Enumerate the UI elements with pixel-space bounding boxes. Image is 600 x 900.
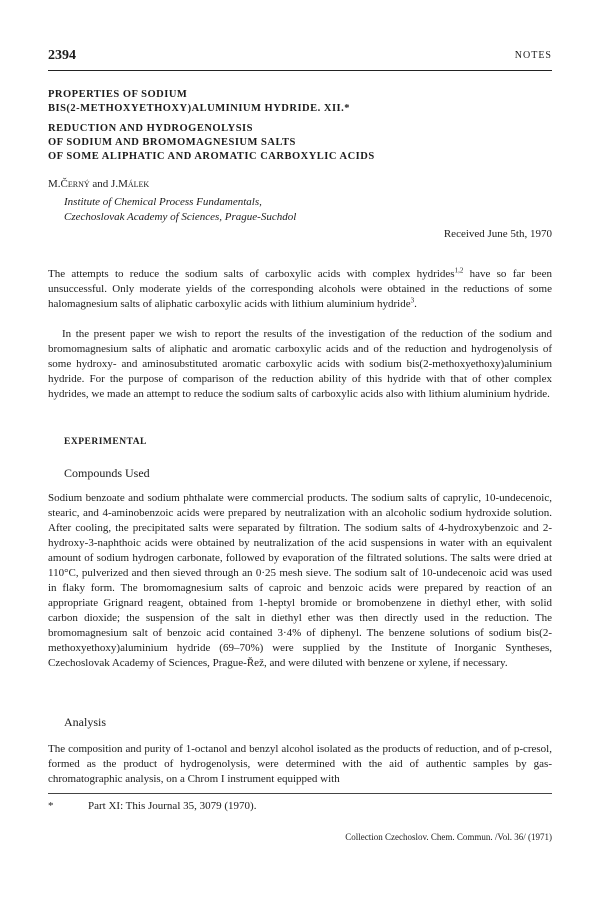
affiliation	[64, 195, 296, 225]
intro-paragraph-2: In the present paper we wish to report the results of the investigation of the reduction of the sodium and bromomagnesium salts of aliphatic and aromatic carboxylic acids and of the reduction and hydrogenolysis of some hydroxy- and aminosubstituted aromatic carboxylic acids with sodium bis(2-methoxyethoxy)aluminium hydride. For the purpose of comparison of the reduction ability of this hydride with that of other complex hydrides, we made an attempt to reduce the sodium salts of carboxylic acids also with lithium aluminium hydride.	[48, 328, 552, 400]
reference-mark-1-2: 1,2	[454, 266, 464, 275]
authors	[48, 178, 149, 190]
title-line-5: OF SOME ALIPHATIC AND AROMATIC CARBOXYLIC ACIDS	[48, 151, 375, 162]
reference-mark-3: 3	[410, 296, 415, 305]
journal-citation: Collection Czechoslov. Chem. Commun. /Vol. 36/ (1971)	[345, 832, 552, 842]
author-2-initial: J.	[111, 178, 119, 190]
title-line-3: REDUCTION AND HYDROGENOLYSIS	[48, 123, 253, 134]
footnote-text: Part XI: This Journal 35, 3079 (1970).	[88, 800, 257, 812]
footnote-rule	[48, 793, 552, 794]
intro-p1-text-c: .	[414, 298, 417, 310]
header-rule	[48, 70, 552, 71]
analysis-paragraph: The composition and purity of 1-octanol and benzyl alcohol isolated as the products of reduction, and of p-cresol, formed as the product of hydrogenolysis, were determined with the aid of authentic samples by gas-chromatographic analysis, on a Chrom I instrument equipped with	[48, 743, 552, 785]
footnote	[48, 800, 256, 812]
intro-p1-text-b: have so far been unsuccessful. Only moderate yields of the corresponding alcohols were obtained in the reductions of some halomagnesium salts of aliphatic carboxylic acids with lithium aluminium hydride	[48, 268, 552, 310]
author-2-name: Málek	[118, 178, 150, 190]
compounds-heading: Compounds Used	[64, 466, 150, 480]
page-header	[48, 48, 552, 68]
intro-p1-text-a: The attempts to reduce the sodium salts of carboxylic acids with complex hydrides	[48, 268, 455, 280]
page-number: 2394	[48, 48, 76, 63]
footnote-mark: *	[48, 800, 54, 812]
intro-paragraph-1	[48, 267, 552, 312]
title-line-1: PROPERTIES OF SODIUM	[48, 89, 188, 100]
title-line-2: BIS(2-METHOXYETHOXY)ALUMINIUM HYDRIDE. XII.*	[48, 103, 351, 114]
analysis-heading: Analysis	[64, 715, 106, 729]
running-head: NOTES	[514, 50, 552, 61]
experimental-heading: EXPERIMENTAL	[64, 437, 147, 447]
title-line-4: OF SODIUM AND BROMOMAGNESIUM SALTS	[48, 137, 296, 148]
author-1-initial: M.	[48, 178, 61, 190]
received-date: Received June 5th, 1970	[443, 228, 552, 240]
article-title	[48, 88, 552, 164]
affiliation-line-1: Institute of Chemical Process Fundamentals,	[64, 196, 262, 208]
author-conjunction: and	[89, 178, 112, 190]
compounds-paragraph: Sodium benzoate and sodium phthalate were commercial products. The sodium salts of caprylic, 10-undecenoic, stearic, and 4-aminobenzoic acids were prepared by neutralization with an alcoholic sodium hydroxide solution. After cooling, the precipitated salts were separated by filtration. The sodium salts of 4-hydroxybenzoic and 2-hydroxy-3-naphthoic acids were obtained by neutralization of the acid suspensions in water with an equivalent amount of sodium hydrogen carbonate, followed by evaporation of the filtrated solutions. The salts were dried at 110°C, pulverized and then sieved through an 0·25 mesh sieve. The sodium salt of 10-undecenoic acid was used in flaky form. The bromomagnesium salts of caproic and benzoic acids were prepared by reaction of an appropriate Grignard reagent, obtained from 1-heptyl bromide or bromobenzene in diethyl ether, with solid carbon dioxide; the suspension of the salt in diethyl ether was then directly used in the reduction. The bromomagnesium salt of benzoic acid contained 3·4% of diphenyl. The benzene solutions of sodium bis(2-methoxyethoxy)aluminium hydride (69–70%) were supplied by the Institute of Inorganic Syntheses, Czechoslovak Academy of Sciences, Prague-Řež, and were diluted with benzene or xylene, if necessary.	[48, 492, 552, 669]
author-1-name: Černý	[60, 178, 90, 190]
affiliation-line-2: Czechoslovak Academy of Sciences, Prague-Suchdol	[64, 211, 297, 223]
